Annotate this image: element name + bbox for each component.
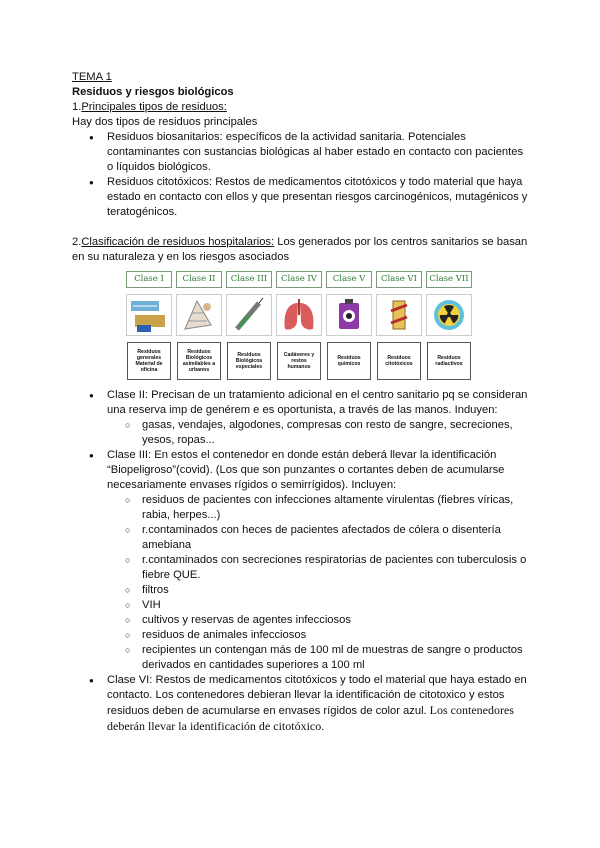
- clase-iii-text: Clase III: En estos el contenedor en donde están deberá llevar la identificación “Biopeligroso”(covid). (Los que son punzantes o cortantes deben de acumularse necesariamente envases rígidos o semirrígidos). Incluyen:: [107, 449, 505, 491]
- class-caption: Residuos radiactivos: [427, 342, 471, 380]
- class-caption: Residuos citotóxicos: [377, 342, 421, 380]
- class-column: [426, 271, 472, 380]
- class-label: Clase V: [326, 271, 372, 288]
- class-caption: Residuos Biológicos especiales: [227, 342, 271, 380]
- lungs-icon: [276, 294, 322, 336]
- class-label: Clase III: [226, 271, 272, 288]
- class-column: [126, 271, 172, 380]
- paper-icon: [126, 294, 172, 336]
- section-1-intro: Hay dos tipos de residuos principales: [72, 116, 258, 128]
- class-column: [226, 271, 272, 380]
- class-caption: Cadáveres y restos humanos: [277, 342, 321, 380]
- page-title: Residuos y riesgos biológicos: [72, 86, 234, 98]
- tema-label: TEMA 1: [72, 71, 112, 83]
- section-2-paragraph: [72, 235, 532, 265]
- list-item: ● Residuos citotóxicos: Restos de medicamentos citotóxicos y todo material que haya estado en contacto con ellos y que presentan riesgos carcinogénicos, mutagénicos y teratogénicos.: [72, 175, 532, 220]
- class-details-list: [72, 388, 532, 735]
- list-item-clase-iii: [72, 448, 532, 673]
- section-1-number: 1.: [72, 101, 82, 113]
- list-item: ○ gasas, vendajes, algodones, compresas con resto de sangre, secreciones, yesos, ropas...: [72, 418, 532, 448]
- list-item: ○ cultivos y reservas de agentes infecciosos: [72, 613, 532, 628]
- class-column: [376, 271, 422, 380]
- list-item-clase-ii: [72, 388, 532, 448]
- list-item: ○ VIH: [72, 598, 532, 613]
- section-2-text: Los generados por los centros sanitarios se basan en su naturaleza y en los riesgos asociados: [72, 236, 528, 263]
- class-column: [276, 271, 322, 380]
- document-page: [72, 70, 532, 735]
- list-item: ○ r.contaminados con heces de pacientes afectados de cólera o disentería amebiana: [72, 523, 532, 553]
- clase-iii-sublist: [107, 493, 532, 673]
- section-2-title: Clasificación de residuos hospitalarios:: [81, 236, 275, 248]
- class-label: Clase IV: [276, 271, 322, 288]
- cytotoxic-icon: [376, 294, 422, 336]
- section-2-number: 2.: [72, 236, 82, 248]
- section-1-list: [72, 130, 532, 220]
- class-column: [176, 271, 222, 380]
- clase-ii-text: Clase II: Precisan de un tratamiento adicional en el centro sanitario pq se consideran una reserva imp de genérem e es oportunista, a través de las manos. Induyen:: [107, 389, 528, 416]
- bandage-icon: [176, 294, 222, 336]
- list-item: ● Residuos biosanitarios: específicos de la actividad sanitaria. Potenciales contaminantes con sustancias biológicas al haber estado en contacto con pacientes o líquidos biológicos.: [72, 130, 532, 175]
- class-label: Clase VII: [426, 271, 472, 288]
- clase-ii-sublist: [107, 418, 532, 448]
- list-item: ○ residuos de pacientes con infecciones altamente virulentas (fiebres víricas, rabia, herpes...): [72, 493, 532, 523]
- clase-vi-tail: Los contenedores deberán llevar la identificación de citotóxico.: [107, 703, 514, 733]
- section-1-title: Principales tipos de residuos:: [81, 101, 227, 113]
- class-caption: Residuos químicos: [327, 342, 371, 380]
- waste-classes-figure: [126, 271, 472, 380]
- class-column: [326, 271, 372, 380]
- list-item-clase-vi: [72, 673, 532, 735]
- list-item: ○ filtros: [72, 583, 532, 598]
- list-item: ○ residuos de animales infecciosos: [72, 628, 532, 643]
- class-label: Clase I: [126, 271, 172, 288]
- clase-vi-text: Clase VI: Restos de medicamentos citotóxicos y todo el material que haya estado en contacto. Los contenedores debieran llevar la identificación de citotoxico y estos residuos deben de acumularse en envases rígidos de color azul.: [107, 674, 527, 717]
- chemical-icon: [326, 294, 372, 336]
- class-label: Clase VI: [376, 271, 422, 288]
- section-1-heading: [72, 100, 532, 115]
- class-label: Clase II: [176, 271, 222, 288]
- list-item: ○ recipientes un contengan más de 100 ml de muestras de sangre o productos derivados en cantidades superiores a 100 ml: [72, 643, 532, 673]
- class-caption: Residuos generales Material de oficina: [127, 342, 171, 380]
- list-item: ○ r.contaminados con secreciones respiratorias de pacientes con tuberculosis o fiebre QUE.: [72, 553, 532, 583]
- syringe-icon: [226, 294, 272, 336]
- radioactive-icon: [426, 294, 472, 336]
- class-caption: Residuos Biológicos asimilables a urbanos: [177, 342, 221, 380]
